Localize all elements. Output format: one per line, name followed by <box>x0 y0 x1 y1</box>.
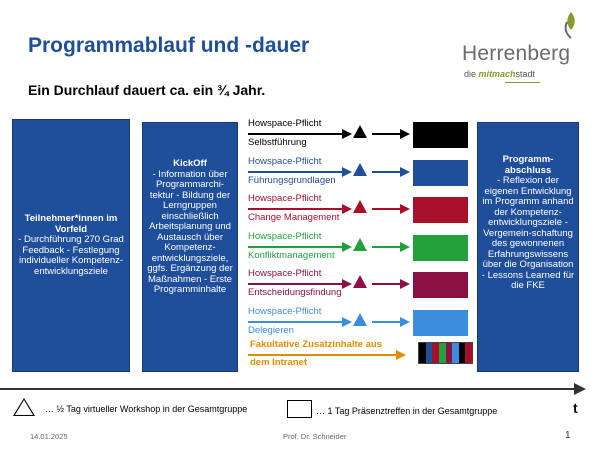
box-mid-body: - Information über Programmarchi-tektur - Bildung der Lerngruppen einschließlich Arbeitsplanung und Austausch über Kompetenz-entwicklungsziele, ggfs. Ergänzung der Maßnahmen - Erste Programminhalte <box>147 168 233 295</box>
mixed-stripe-5 <box>452 343 459 363</box>
track-4-arrow-head <box>342 279 352 289</box>
optional-track-label-1: Fakultative Zusatzinhalte aus <box>250 339 382 350</box>
mixed-stripe-2 <box>432 343 439 363</box>
track-1-connector-line <box>372 171 402 173</box>
herrenberg-logo <box>462 8 582 86</box>
city-logo-icon <box>562 10 580 40</box>
mixed-stripe-6 <box>459 343 466 363</box>
track-4-workshop-triangle <box>353 275 367 288</box>
track-0-top-label: Howspace-Pflicht <box>248 118 322 129</box>
box-mid-heading: KickOff <box>173 158 207 169</box>
track-4-presence-rect <box>413 272 468 298</box>
track-4-top-label: Howspace-Pflicht <box>248 268 322 279</box>
track-0-workshop-triangle <box>353 125 367 138</box>
track-5-presence-rect <box>413 310 468 336</box>
track-0-arrow-line <box>248 133 344 135</box>
track-4-arrow-line <box>248 283 344 285</box>
track-5-connector-line <box>372 321 402 323</box>
mixed-stripe-4 <box>446 343 453 363</box>
footer-author: Prof. Dr. Schneider <box>283 432 347 441</box>
track-3-connector-head <box>400 242 410 252</box>
track-4-connector-line <box>372 283 402 285</box>
mixed-stripe-3 <box>439 343 446 363</box>
track-2-connector-head <box>400 204 410 214</box>
track-2-workshop-triangle <box>353 200 367 213</box>
footer-date: 14.01.2025 <box>30 432 68 441</box>
track-5-connector-head <box>400 317 410 327</box>
track-1-bottom-label: Führungsgrundlagen <box>248 174 336 186</box>
track-2-arrow-head <box>342 204 352 214</box>
track-1-arrow-line <box>248 171 344 173</box>
track-0-connector-line <box>372 133 402 135</box>
track-1-arrow-head <box>342 167 352 177</box>
track-3-presence-rect <box>413 235 468 261</box>
track-3-arrow-head <box>342 242 352 252</box>
box-program-closing <box>477 122 579 372</box>
timeline-axis <box>0 388 576 390</box>
track-0-arrow-head <box>342 129 352 139</box>
mixed-presence-block <box>418 342 473 364</box>
box-right-body: - Reflexion der eigenen Entwicklung im Programm anhand der Kompetenz-entwicklungsziele - Vergemein-schaftung des gewonnenen Erfahrungswissens über die Organisation - Lessons Learned für die FKE <box>481 175 575 291</box>
mixed-stripe-0 <box>419 343 426 363</box>
box-left-body: - Durchführung 270 Grad Feedback - Festlegung individueller Kompetenz-entwicklungsziele <box>18 234 124 277</box>
track-3-connector-line <box>372 246 402 248</box>
track-3-top-label: Howspace-Pflicht <box>248 230 322 242</box>
track-4-connector-head <box>400 279 410 289</box>
legend-rectangle-icon <box>287 400 312 418</box>
track-5-bottom-label: Delegieren <box>248 324 294 336</box>
optional-track-label-2: dem Intranet <box>250 357 308 368</box>
track-5-top-label: Howspace-Pflicht <box>248 305 322 317</box>
optional-track-arrow-head <box>396 350 406 360</box>
box-kickoff <box>142 122 238 372</box>
track-5-arrow-head <box>342 317 352 327</box>
track-0-connector-head <box>400 129 410 139</box>
page-subtitle: Ein Durchlauf dauert ca. ein ¾ Jahr. <box>28 82 266 98</box>
track-3-workshop-triangle <box>353 238 367 251</box>
timeline-label: t <box>573 400 578 416</box>
timeline-arrow-head <box>574 383 586 395</box>
legend-triangle-text: … ½ Tag virtueller Workshop in der Gesamtgruppe <box>45 404 248 414</box>
track-3-bottom-label: Konfliktmanagement <box>248 249 335 261</box>
track-5-arrow-line <box>248 321 344 323</box>
track-1-connector-head <box>400 167 410 177</box>
track-1-workshop-triangle <box>353 163 367 176</box>
box-right-heading: Programm-abschluss <box>502 154 554 176</box>
logo-name: Herrenberg <box>462 42 571 65</box>
track-2-arrow-line <box>248 208 344 210</box>
track-0-presence-rect <box>413 122 468 148</box>
optional-track-arrow-line <box>248 354 398 356</box>
mixed-stripe-7 <box>465 343 472 363</box>
track-2-bottom-label: Change Management <box>248 212 340 223</box>
page-title: Programmablauf und -dauer <box>28 34 310 57</box>
track-2-top-label: Howspace-Pflicht <box>248 193 322 204</box>
box-left-heading: Teilnehmer*innen im Vorfeld <box>24 213 118 235</box>
legend-triangle-icon <box>13 398 35 416</box>
track-2-presence-rect <box>413 197 468 223</box>
track-5-workshop-triangle <box>353 313 367 326</box>
logo-underline <box>505 82 540 83</box>
track-2-connector-line <box>372 208 402 210</box>
track-4-bottom-label: Entscheidungsfindung <box>248 287 342 298</box>
legend-rectangle-text: … 1 Tag Präsenztreffen in der Gesamtgruppe <box>316 406 498 416</box>
track-1-top-label: Howspace-Pflicht <box>248 155 322 167</box>
track-3-arrow-line <box>248 246 344 248</box>
mixed-stripe-1 <box>426 343 433 363</box>
page-number: 1 <box>565 430 571 441</box>
box-participants-prior <box>12 119 130 372</box>
track-0-bottom-label: Selbstführung <box>248 137 307 148</box>
logo-tagline: die mitmachstadt <box>464 69 536 79</box>
track-1-presence-rect <box>413 160 468 186</box>
